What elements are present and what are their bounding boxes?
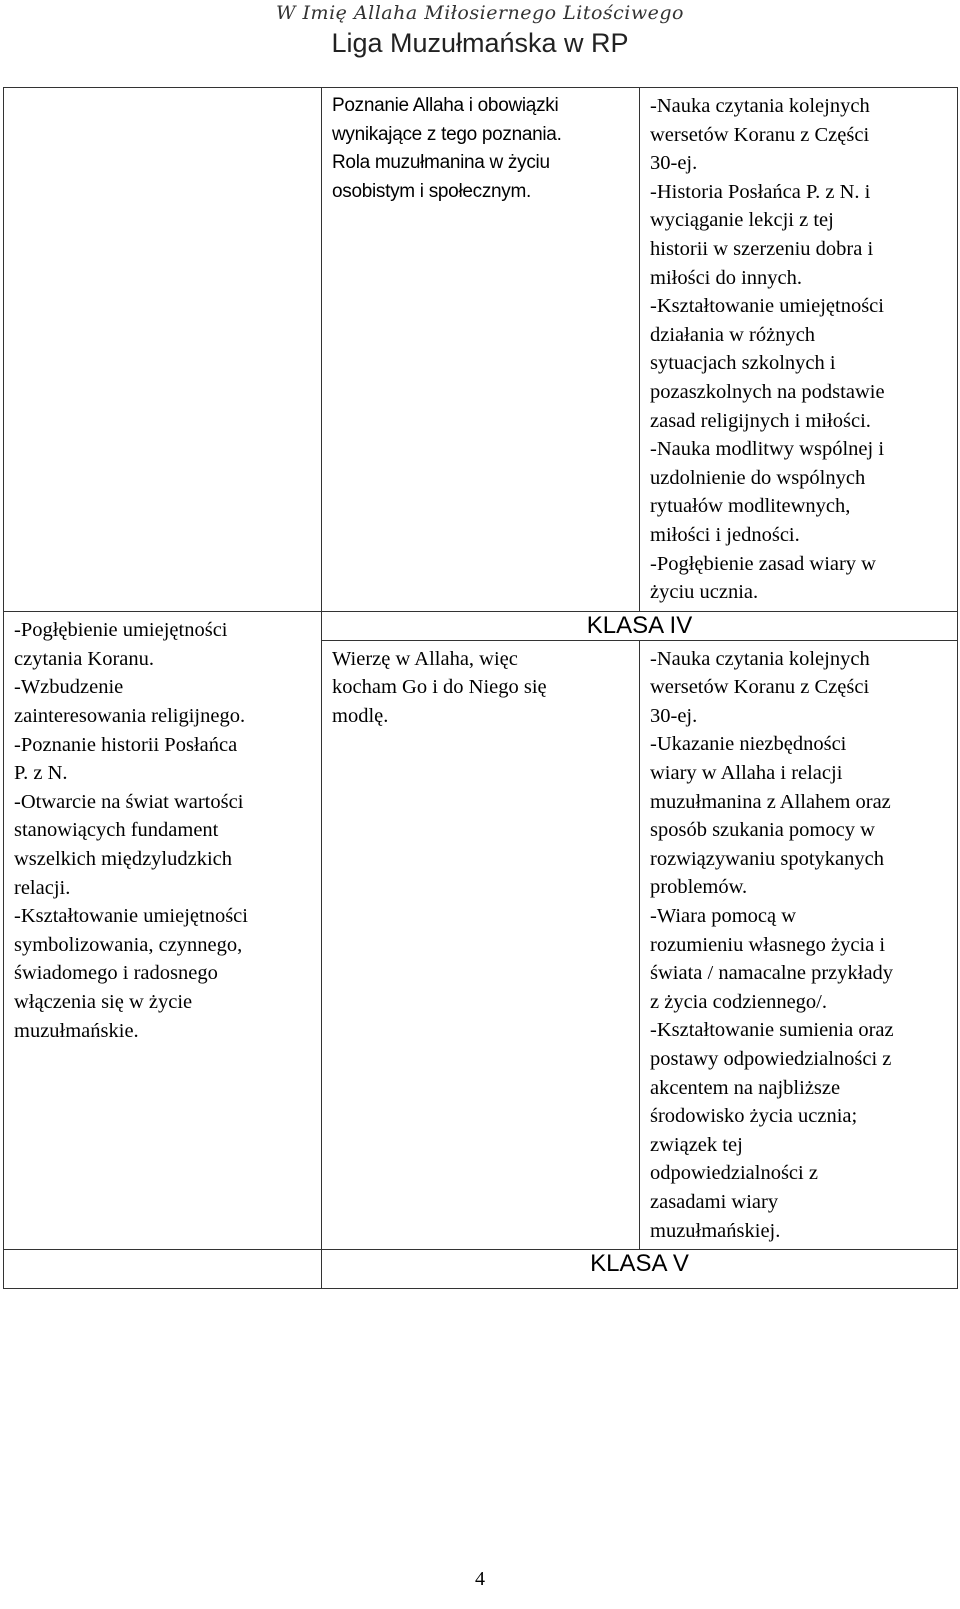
table-row [4,88,958,612]
table-cell-goals [4,1250,322,1289]
cell-text: -Pogłębienie umiejętności czytania Koranu. -Wzbudzenie zainteresowania religijnego. -Poznanie historii Posłańca P. z N. -Otwarcie na świat wartości stanowiących fundament wszelkich międzyludzkich relacji. -Kształtowanie umiejętności symbolizowania, czynnego, świadomego i radosnego włączenia się w życie muzułmańskie. [14,619,248,1042]
table-row [4,1250,958,1289]
table-cell-topic [322,88,640,612]
cell-text: -Nauka czytania kolejnych wersetów Koranu z Części 30-ej. -Ukazanie niezbędności wiary w Allaha i relacji muzułmanina z Allahem oraz sposób szukania pomocy w rozwiązywaniu spotykanych problemów. -Wiara pomocą w rozumieniu własnego życia i świata / namacalne przykłady z życia codziennego/. -Kształtowanie sumienia oraz postawy odpowiedzialności z akcentem na najbliższe środowisko życia ucznia; związek tej odpowiedzialności z zasadami wiary muzułmańskiej. [650,647,894,1242]
class-iv-heading: KLASA IV [322,611,958,640]
table-cell-content [640,88,958,612]
class-v-heading: KLASA V [322,1250,958,1289]
page-number: 4 [475,1568,485,1590]
cell-text: Wierzę w Allaha, więc kocham Go i do Niego się modlę. [332,647,547,727]
table-row [4,640,958,1249]
table-cell-topic [322,640,640,1249]
table-cell-content [640,640,958,1249]
header-invocation: W Imię Allaha Miłosiernego Litościwego [275,2,684,24]
cell-text: -Nauka czytania kolejnych wersetów Koranu z Części 30-ej. -Historia Posłańca P. z N. i wyciąganie lekcji z tej historii w szerzeniu dobra i miłości do innych. -Kształtowanie umiejętności działania w różnych sytuacjach szkolnych i pozaszkolnych na podstawie zasad religijnych i miłości. -Nauka modlitwy wspólnej i uzdolnienie do wspólnych rytuałów modlitewnych, miłości i jedności. -Pogłębienie zasad wiary w życiu ucznia. [650,95,885,604]
table-cell-goals [4,88,322,612]
cell-text: Poznanie Allaha i obowiązki wynikające z tego poznania. Rola muzułmanina w życiu osobistym i społecznym. [332,95,562,202]
table-cell-goals [4,619,322,1249]
syllabus-table [3,87,958,1289]
header-title: Liga Muzułmańska w RP [331,28,629,58]
